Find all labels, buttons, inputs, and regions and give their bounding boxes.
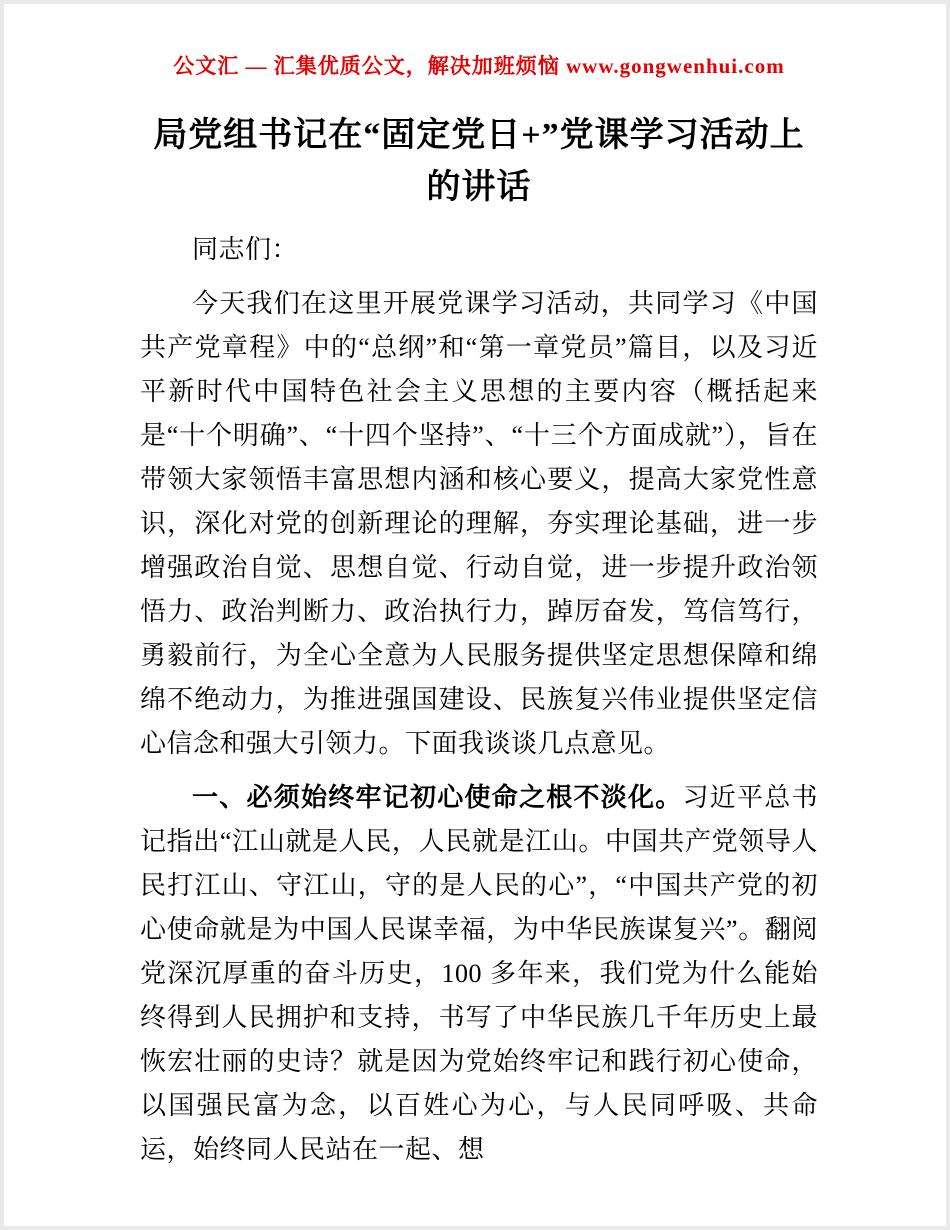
document-body [140, 228, 818, 1172]
paragraph-point-one [140, 776, 818, 1172]
paragraph-intro: 今天我们在这里开展党课学习活动，共同学习《中国共产党章程》中的“总纲”和“第一章党员”篇目，以及习近平新时代中国特色社会主义思想的主要内容（概括起来是“十个明确”、“十四个坚持”、“十三个方面成就”），旨在带领大家领悟丰富思想内涵和核心要义，提高大家党性意识，深化对党的创新理论的理解，夯实理论基础，进一步增强政治自觉、思想自觉、行动自觉，进一步提升政治领悟力、政治判断力、政治执行力，踔厉奋发，笃信笃行，勇毅前行，为全心全意为人民服务提供坚定思想保障和绵绵不绝动力，为推进强国建设、民族复兴伟业提供坚定信心信念和强大引领力。下面我谈谈几点意见。 [140, 289, 818, 758]
paragraph-point-one-lead: 一、必须始终牢记初心使命之根不淡化。 [192, 783, 683, 812]
document-page [4, 4, 946, 1226]
paragraph-salutation: 同志们： [192, 235, 299, 264]
paragraph-point-one-text: 习近平总书记指出“江山就是人民，人民就是江山。中国共产党领导人民打江山、守江山，守的是人民的心”，“中国共产党的初心使命就是为中国人民谋幸福，为中华民族谋复兴”。翻阅党深沉厚重的奋斗历史，100 多年来，我们党为什么能始终得到人民拥护和支持，书写了中华民族几千年历史上最恢宏壮丽的史诗？就是因为党始终牢记和践行初心使命，以国强民富为念，以百姓心为心，与人民同呼吸、共命运，始终同人民站在一起、想 [140, 783, 818, 1164]
document-title: 局党组书记在“固定党日+”党课学习活动上的讲话 [153, 117, 805, 206]
watermark-header: 公文汇 — 汇集优质公文，解决加班烦恼 www.gongwenhui.com [173, 54, 785, 78]
